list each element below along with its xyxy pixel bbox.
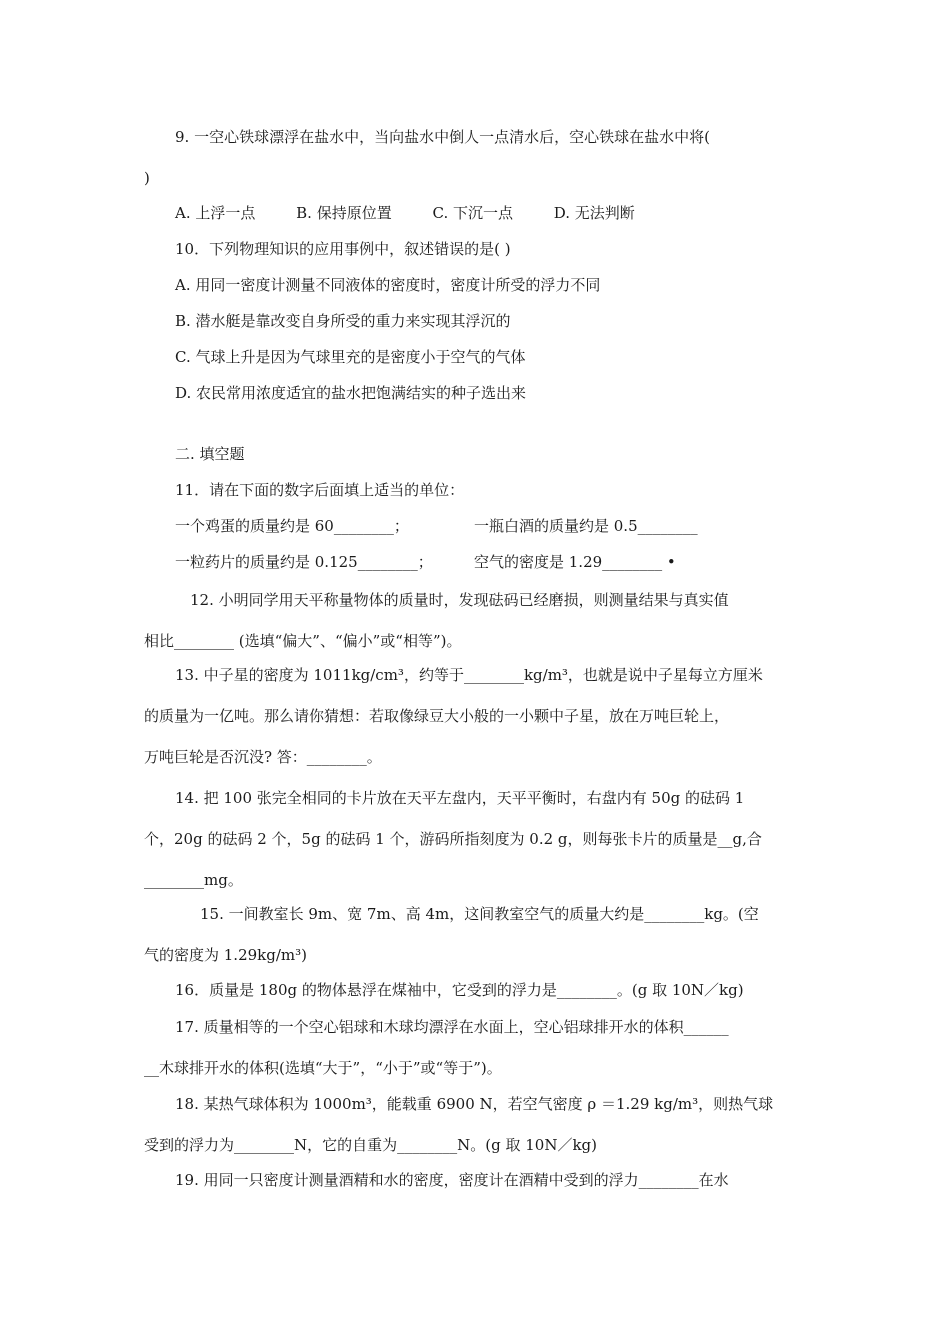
q10-option-c: C. 气球上升是因为气球里充的是密度小于空气的气体 — [175, 348, 526, 366]
q18-line1: 18. 某热气球体积为 1000m³，能载重 6900 N，若空气密度 ρ ＝1.29 kg/m³，则热气球 — [175, 1095, 774, 1113]
q19-line1: 19. 用同一只密度计测量酒精和水的密度，密度计在酒精中受到的浮力________在水 — [175, 1171, 729, 1189]
q9-option-d: D. 无法判断 — [553, 204, 635, 222]
q14-line3: ________mg。 — [144, 871, 243, 889]
q10-option-b: B. 潜水艇是靠改变自身所受的重力来实现其浮沉的 — [175, 312, 511, 330]
q9-line1: 9. 一空心铁球漂浮在盐水中，当向盐水中倒人一点清水后，空心铁球在盐水中将( — [175, 128, 710, 146]
q9-option-c: C. 下沉一点 — [432, 204, 513, 222]
q11-stem: 11．请在下面的数字后面填上适当的单位： — [175, 481, 465, 499]
q11-row1-left: 一个鸡蛋的质量约是 60________； — [175, 517, 409, 535]
section-title: 二. 填空题 — [175, 445, 245, 463]
q11-row2-left: 一粒药片的质量约是 0.125________； — [175, 553, 433, 571]
q12-line2: 相比________ (选填“偏大”、“偏小”或“相等”)。 — [144, 632, 462, 650]
q11-row2-right: 空气的密度是 1.29________ • — [474, 553, 676, 571]
q11-row1-right: 一瓶白酒的质量约是 0.5________ — [474, 517, 698, 535]
q9-option-b: B. 保持原位置 — [296, 204, 392, 222]
q17-line1: 17. 质量相等的一个空心铝球和木球均漂浮在水面上，空心铝球排开水的体积______ — [175, 1018, 729, 1036]
q14-line2: 个，20g 的砝码 2 个，5g 的砝码 1 个，游码所指刻度为 0.2 g，则每张卡片的质量是__g,合 — [144, 830, 762, 848]
q10-option-a: A. 用同一密度计测量不同液体的密度时，密度计所受的浮力不同 — [175, 276, 601, 294]
q10-stem: 10．下列物理知识的应用事例中，叙述错误的是( ) — [175, 240, 511, 258]
q13-line2: 的质量为一亿吨。那么请你猜想：若取像绿豆大小般的一小颗中子星，放在万吨巨轮上， — [144, 707, 730, 725]
q9-options — [175, 203, 671, 223]
q13-line1: 13. 中子星的密度为 1011kg/cm³，约等于________kg/m³，也就是说中子星每立方厘米 — [175, 666, 763, 684]
q10-option-d: D. 农民常用浓度适宜的盐水把饱满结实的种子选出来 — [175, 384, 527, 402]
q14-line1: 14. 把 100 张完全相同的卡片放在天平左盘内，天平平衡时，右盘内有 50g 的砝码 1 — [175, 789, 745, 807]
q12-line1: 12. 小明同学用天平称量物体的质量时，发现砝码已经磨损，则测量结果与真实值 — [190, 591, 729, 609]
q16-line1: 16．质量是 180g 的物体悬浮在煤袖中，它受到的浮力是________。(g 取 10N／kg) — [175, 981, 744, 999]
q9-line2: ) — [144, 169, 150, 187]
q9-option-a: A. 上浮一点 — [175, 204, 256, 222]
q18-line2: 受到的浮力为________N，它的自重为________N。(g 取 10N／kg) — [144, 1136, 597, 1154]
q13-line3: 万吨巨轮是否沉没? 答：________。 — [144, 748, 382, 766]
q17-line2: __木球排开水的体积(选填“大于”，“小于”或“等于”)。 — [144, 1059, 502, 1077]
q15-line1: 15. 一间教室长 9m、宽 7m、高 4m，这间教室空气的质量大约是________kg。(空 — [200, 905, 759, 923]
q15-line2: 气的密度为 1.29kg/m³) — [144, 946, 308, 964]
